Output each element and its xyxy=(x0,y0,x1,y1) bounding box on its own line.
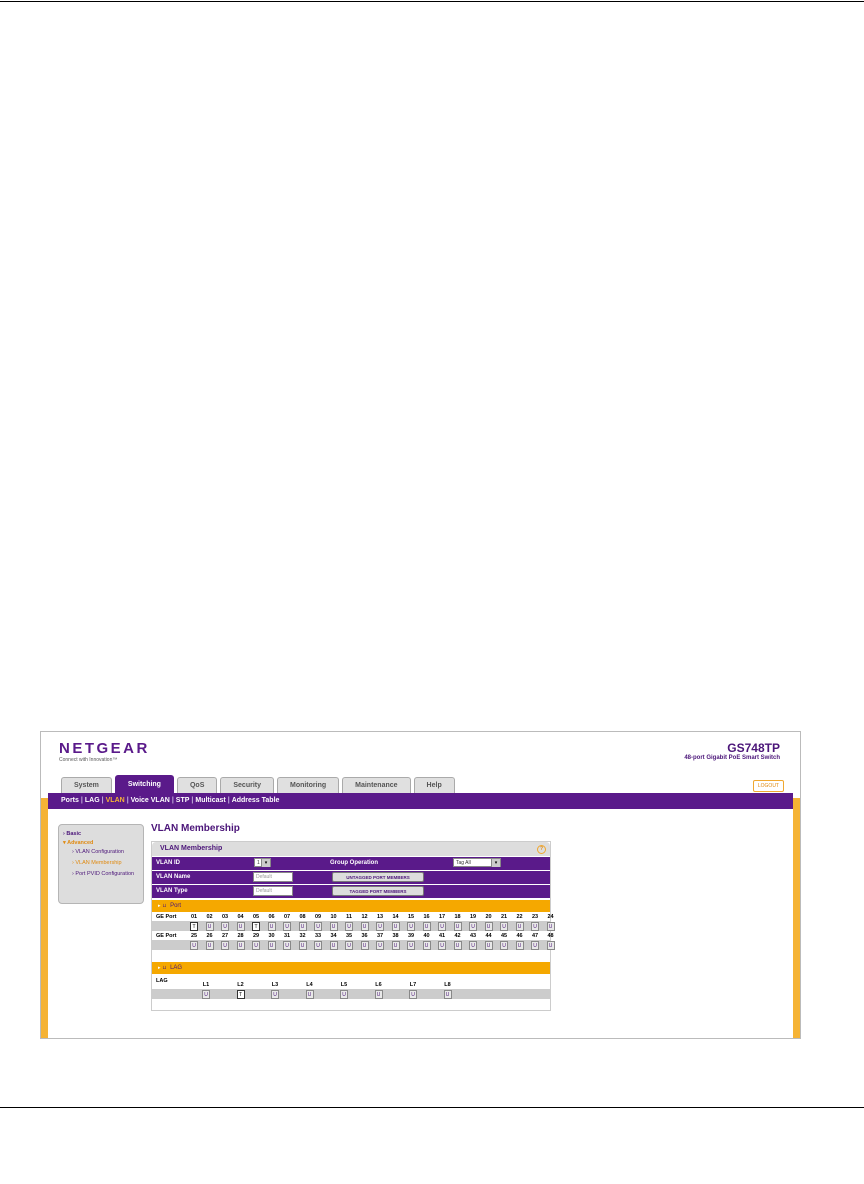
port-membership-button[interactable]: U xyxy=(392,941,400,950)
lag-row-label: LAG xyxy=(156,978,168,984)
left-navigation xyxy=(58,824,144,904)
subnav-separator: | xyxy=(126,797,129,804)
port-membership-button[interactable]: U xyxy=(206,922,214,931)
port-membership-button[interactable]: U xyxy=(299,922,307,931)
chevron-down-icon: ▾ xyxy=(491,859,500,867)
port-number: 05 xyxy=(252,914,260,920)
port-membership-button[interactable]: U xyxy=(283,941,291,950)
port-membership-button[interactable]: U xyxy=(299,941,307,950)
vlan-type-field: Default xyxy=(253,886,293,896)
port-number: 24 xyxy=(547,914,554,920)
subnav-voice-vlan[interactable]: Voice VLAN xyxy=(130,797,170,804)
port-number: 48 xyxy=(547,933,554,939)
vlan-id-label: VLAN ID xyxy=(156,860,180,866)
bullet-icon: › xyxy=(72,849,76,855)
lag-section-header[interactable] xyxy=(152,962,550,974)
bullet-icon: › xyxy=(72,871,76,877)
port-number: 15 xyxy=(407,914,415,920)
lag-membership-button[interactable]: U xyxy=(306,990,314,999)
vlan-type-label: VLAN Type xyxy=(156,888,188,894)
port-membership-button[interactable]: U xyxy=(485,922,493,931)
lag-number: L5 xyxy=(340,982,348,988)
vlan-type-row xyxy=(152,885,550,899)
lag-membership-button[interactable]: U xyxy=(271,990,279,999)
left-orange-border xyxy=(41,798,48,1038)
collapse-icon: ⊔ xyxy=(162,965,167,971)
port-number: 36 xyxy=(361,933,368,939)
port-membership-button[interactable]: U xyxy=(190,941,198,950)
collapse-icon: ⊔ xyxy=(162,903,167,909)
top-rule xyxy=(0,1,864,2)
port-number: 18 xyxy=(454,914,461,920)
lag-number: L6 xyxy=(375,982,382,988)
lag-number: L1 xyxy=(202,982,210,988)
vlan-name-label: VLAN Name xyxy=(156,874,191,880)
port-number: 26 xyxy=(206,933,213,939)
tab-monitoring[interactable]: Monitoring xyxy=(277,777,339,793)
nav-item-port-pvid-configuration[interactable] xyxy=(72,871,139,878)
port-membership-button[interactable]: U xyxy=(423,941,431,950)
port-membership-button[interactable]: T xyxy=(252,922,260,931)
port-number: 46 xyxy=(516,933,523,939)
port-membership-button[interactable]: U xyxy=(454,922,462,931)
port-number: 39 xyxy=(407,933,415,939)
subnav-separator: | xyxy=(101,797,104,804)
port-membership-button[interactable]: T xyxy=(190,922,198,931)
ge-port-label: GE Port xyxy=(156,933,177,939)
lag-number: L3 xyxy=(271,982,279,988)
group-operation-value: Tag All xyxy=(456,860,471,866)
port-membership-button[interactable]: U xyxy=(500,941,508,950)
subnav-lag[interactable]: LAG xyxy=(84,797,100,804)
nav-basic[interactable]: › Basic xyxy=(63,831,82,837)
subnav-ports[interactable]: Ports xyxy=(61,797,79,804)
port-number: 42 xyxy=(454,933,461,939)
port-number: 33 xyxy=(314,933,322,939)
nav-item-label: Port PVID Configuration xyxy=(75,871,135,877)
port-number: 02 xyxy=(206,914,213,920)
lag-membership-button[interactable]: U xyxy=(202,990,210,999)
port-number: 03 xyxy=(221,914,229,920)
port-number: 45 xyxy=(500,933,508,939)
port-membership-button[interactable]: U xyxy=(314,922,322,931)
port-number: 27 xyxy=(221,933,229,939)
port-number: 38 xyxy=(392,933,399,939)
port-membership-button[interactable]: U xyxy=(283,922,291,931)
port-number: 21 xyxy=(500,914,508,920)
port-number: 29 xyxy=(252,933,260,939)
port-membership-button[interactable]: U xyxy=(330,922,338,931)
group-operation-select[interactable] xyxy=(453,858,501,867)
port-number: 09 xyxy=(314,914,322,920)
port-membership-button[interactable]: U xyxy=(438,922,446,931)
lag-section-title: LAG xyxy=(170,965,183,971)
nav-item-vlan-membership[interactable] xyxy=(72,860,139,867)
panel-title: VLAN Membership xyxy=(160,845,223,852)
port-membership-button[interactable]: U xyxy=(376,922,384,931)
port-membership-button[interactable]: U xyxy=(345,941,353,950)
port-number: 43 xyxy=(469,933,477,939)
port-number: 23 xyxy=(531,914,539,920)
vlan-id-value: 1 xyxy=(257,860,260,866)
port-membership-button[interactable]: U xyxy=(314,941,322,950)
port-membership-button[interactable]: U xyxy=(237,922,245,931)
port-membership-button[interactable]: U xyxy=(423,922,431,931)
port-membership-button[interactable]: U xyxy=(531,941,539,950)
port-membership-button[interactable]: U xyxy=(500,922,508,931)
port-number: 04 xyxy=(237,914,244,920)
lag-number: L8 xyxy=(444,982,451,988)
right-orange-border xyxy=(793,798,800,1038)
subnav-separator: | xyxy=(80,797,83,804)
port-membership-button[interactable]: U xyxy=(221,922,229,931)
ge-port-label: GE Port xyxy=(156,914,177,920)
port-membership-button[interactable]: U xyxy=(469,922,477,931)
port-membership-button[interactable]: U xyxy=(485,941,493,950)
main-tabs xyxy=(61,777,455,793)
port-membership-button[interactable]: U xyxy=(516,941,524,950)
lag-number: L7 xyxy=(409,982,417,988)
port-number: 10 xyxy=(330,914,337,920)
lag-membership-button[interactable]: U xyxy=(340,990,348,999)
bottom-rule xyxy=(0,1107,864,1108)
port-number: 22 xyxy=(516,914,523,920)
port-number: 25 xyxy=(190,933,198,939)
port-membership-button[interactable]: U xyxy=(268,941,276,950)
tab-help[interactable]: Help xyxy=(414,777,455,793)
port-number: 28 xyxy=(237,933,244,939)
port-membership-button[interactable]: U xyxy=(516,922,524,931)
port-membership-button[interactable]: U xyxy=(438,941,446,950)
port-number: 35 xyxy=(345,933,353,939)
bullet-icon: › xyxy=(72,860,76,866)
product-description: 48-port Gigabit PoE Smart Switch xyxy=(684,755,780,761)
port-number: 08 xyxy=(299,914,306,920)
subnav-multicast[interactable]: Multicast xyxy=(195,797,226,804)
nav-item-vlan-configuration[interactable] xyxy=(72,849,139,856)
port-membership-button[interactable]: U xyxy=(330,941,338,950)
port-number: 20 xyxy=(485,914,492,920)
port-membership-button[interactable]: U xyxy=(454,941,462,950)
sub-navigation xyxy=(48,793,793,809)
port-number: 47 xyxy=(531,933,539,939)
subnav-vlan[interactable]: VLAN xyxy=(105,797,125,804)
group-operation-label: Group Operation xyxy=(330,860,378,866)
port-membership-button[interactable]: U xyxy=(531,922,539,931)
subnav-address-table[interactable]: Address Table xyxy=(231,797,280,804)
vlan-id-row xyxy=(152,857,550,871)
port-number: 11 xyxy=(346,914,352,920)
vlan-name-row xyxy=(152,871,550,885)
lag-button-strip xyxy=(152,989,550,999)
port-number: 17 xyxy=(438,914,446,920)
tab-qos[interactable]: QoS xyxy=(177,777,217,793)
port-number: 13 xyxy=(376,914,384,920)
port-number: 44 xyxy=(485,933,492,939)
lag-membership-button[interactable]: T xyxy=(237,990,245,999)
section-arrow-icon: ▸ xyxy=(158,903,161,909)
nav-item-label: VLAN Configuration xyxy=(75,849,124,855)
untagged-port-members-button[interactable]: UNTAGGED PORT MEMBERS xyxy=(332,872,424,882)
port-membership-button[interactable]: U xyxy=(268,922,276,931)
tab-system[interactable]: System xyxy=(61,777,112,793)
port-number: 14 xyxy=(392,914,399,920)
tab-switching[interactable]: Switching xyxy=(115,775,174,793)
netgear-logo: NETGEAR xyxy=(59,740,150,757)
port-membership-button[interactable]: U xyxy=(237,941,245,950)
port-membership-button[interactable]: U xyxy=(361,922,369,931)
port-membership-button[interactable]: U xyxy=(252,941,260,950)
product-name: GS748TP xyxy=(727,741,780,755)
port-membership-button[interactable]: U xyxy=(345,922,353,931)
tagged-port-members-button[interactable]: TAGGED PORT MEMBERS xyxy=(332,886,424,896)
port-section-header[interactable] xyxy=(152,900,550,912)
port-number: 16 xyxy=(423,914,430,920)
port-number: 34 xyxy=(330,933,337,939)
port-membership-button[interactable]: U xyxy=(547,922,555,931)
logo-tagline: Connect with Innovation™ xyxy=(59,757,118,763)
port-membership-button[interactable]: U xyxy=(469,941,477,950)
subnav-separator: | xyxy=(191,797,194,804)
port-number: 07 xyxy=(283,914,291,920)
port-number: 32 xyxy=(299,933,306,939)
page-title: VLAN Membership xyxy=(151,823,240,834)
tab-maintenance[interactable]: Maintenance xyxy=(342,777,410,793)
port-section-title: Port xyxy=(170,903,182,909)
port-membership-button[interactable]: U xyxy=(547,941,555,950)
port-membership-button[interactable]: U xyxy=(407,941,415,950)
vlan-name-field[interactable]: Default xyxy=(253,872,293,882)
port-number: 40 xyxy=(423,933,430,939)
port-membership-button[interactable]: U xyxy=(407,922,415,931)
port-membership-button[interactable]: U xyxy=(361,941,369,950)
port-membership-button[interactable]: U xyxy=(206,941,214,950)
lag-number: L4 xyxy=(306,982,313,988)
screenshot-frame xyxy=(40,731,801,1039)
chevron-down-icon: ▾ xyxy=(261,859,270,867)
subnav-stp[interactable]: STP xyxy=(175,797,190,804)
section-arrow-icon: ▸ xyxy=(158,965,161,971)
vlan-membership-panel xyxy=(151,841,554,1011)
subnav-separator: | xyxy=(227,797,230,804)
port-number: 01 xyxy=(190,914,198,920)
port-number: 31 xyxy=(283,933,291,939)
port-number: 41 xyxy=(438,933,446,939)
port-number: 30 xyxy=(268,933,275,939)
port-number: 12 xyxy=(361,914,368,920)
port-number: 19 xyxy=(469,914,477,920)
help-icon[interactable]: ? xyxy=(537,845,546,854)
nav-item-label: VLAN Membership xyxy=(75,860,122,866)
subnav-separator: | xyxy=(171,797,174,804)
port-membership-button[interactable]: U xyxy=(392,922,400,931)
port-number: 06 xyxy=(268,914,275,920)
nav-advanced[interactable]: ▾ Advanced xyxy=(63,840,94,846)
tab-security[interactable]: Security xyxy=(220,777,274,793)
lag-membership-button[interactable]: U xyxy=(409,990,417,999)
port-membership-button[interactable]: U xyxy=(221,941,229,950)
nav-advanced-items xyxy=(63,849,139,878)
port-membership-button[interactable]: U xyxy=(376,941,384,950)
logout-button[interactable]: LOGOUT xyxy=(753,780,784,792)
panel-header xyxy=(152,842,550,856)
port-number: 37 xyxy=(376,933,384,939)
lag-membership-button[interactable]: U xyxy=(444,990,452,999)
vlan-id-select[interactable] xyxy=(254,858,271,867)
lag-number: L2 xyxy=(237,982,244,988)
lag-membership-button[interactable]: U xyxy=(375,990,383,999)
